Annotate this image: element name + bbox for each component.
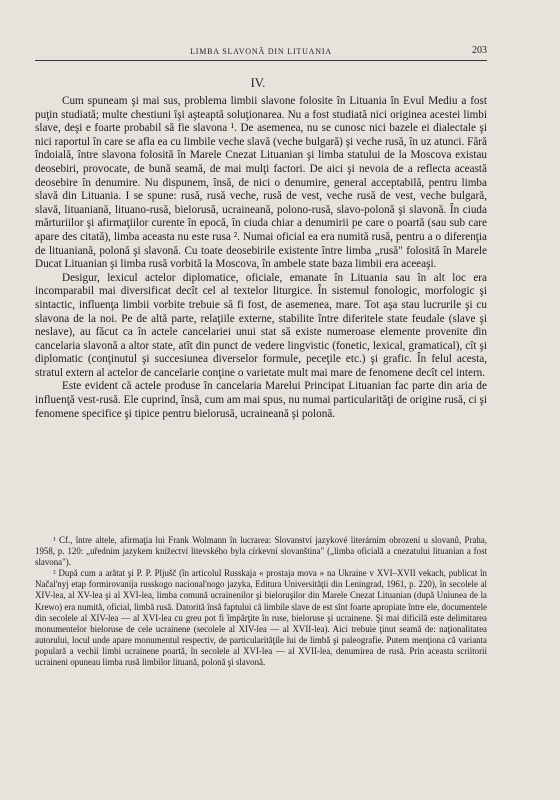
page-number: 203 <box>472 45 487 56</box>
paragraph: Cum spuneam şi mai sus, problema limbii slavone folosite în Lituania în Evul Mediu a fost puţin studiată; multe chestiuni îşi aşteaptă soluţionarea. Nu a fost studiată nici originea acestei limbi slave, deşi e foarte probabil să fie slavona ¹. De asemenea, nu se cunosc nici bazele ei dialectale şi nici raportul în care se afla ea cu limbile veche slavă (veche bulgară) şi veche rusă, în uz atunci. Fără îndoială, între slavona folosită în Marele Cnezat Lituanian şi limba statului de la Moscova existau deosebiri, provocate, de bună seamă, de mai mulţi factori. De aici şi nevoia de a reflecta această deosebire în denumire. Nu dispunem, însă, de nici o denumire, general acceptabilă, pentru limba slavă din Lituania. I se spune: rusă, rusă veche, rusă de vest, veche rusă de vest, veche bulgară, slavă, lituaniană, lituano-rusă, bielorusă, ucraineană, polono-rusă, slavo-polonă şi slavonă. În ciuda mărturiilor şi afirmaţiilor curente în epocă, în ciuda chiar a denumirii pe care o poartă (sau sub care apare des citată), limba aceasta nu este rusa ². Numai oficial ea era numită rusă, pentru a o diferenţia de lituaniană, polonă şi slavonă. Cu toate deosebirile existente între limba „rusă" folosită în Marele Ducat Lituanian şi limba rusă vorbită la Moscova, în ambele state baza limbii era aceeaşi. <box>35 95 487 271</box>
paragraph: Este evident că actele produse în cancelaria Marelui Principat Lituanian fac parte din aria de influenţă vest-rusă. Ele cuprind, însă, cum am mai spus, nu numai particularităţi de origine rusă, ci şi fenomene specifice şi tipice pentru bielorusă, ucraineană şi polonă. <box>35 380 487 420</box>
page-header <box>35 46 487 61</box>
paragraph: Desigur, lexicul actelor diplomatice, oficiale, emanate în Lituania sau în alt loc era incomparabil mai diversificat decît cel al textelor liturgice. În sistemul fonologic, morfologic şi sintactic, influenţa limbii vorbite trebuie să fi fost, de asemenea, mare. Tot aşa stau lucrurile şi cu slavona de la noi. Pe de altă parte, relaţiile externe, stabilite între diferitele state feudale (slave şi neslave), au făcut ca în actele cancelariei unui stat să existe numeroase elemente provenite din cancelaria slavonă a altor state, atît din punct de vedere lingvistic (fonetic, lexical, gramatical), cît şi diplomatic (conţinutul şi succesiunea diverselor formule, peceţile etc.) şi grafic. În felul acesta, stratul extern al actelor de cancelarie conţine o varietate mult mai mare de fenomene decît cel intern. <box>35 271 487 379</box>
footnote: ² După cum a arătat şi P. P. Pljušč (în articolul Russkaja « prostaja mova » na Ukraine v XVI–XVII vekach, publicat în Načal'nyj etap formirovanija russkogo nacional'nogo jazyka, Editura Universităţii din Leningrad, 1961, p. 220), în secolele al XIV-lea, al XV-lea şi al XVI-lea, limba comună ucrainenilor şi bieloruşilor din Marele Cnezat Lituanian (după Uniunea de la Krewo) era numită, oficial, limbă rusă. Datorită însă faptului că limbile slave de est sînt foarte apropiate între ele, documentele din secolele al XIV-lea — al XVI-lea cu greu pot fi împărţite în ruse, bieloruse şi ucrainene. Şi mai dificilă este delimitarea monumentelor bieloruse de cele ucrainene (secolele al XIV-lea — al XVII-lea). Aici trebuie ţinut seamă de: naţionalitatea autorului, locul unde apare monumentul respectiv, de particularităţile lui de limbă şi paleografie. Putem menţiona că varianta populară a vechii limbi ucrainene poartă, în secolele al XVI-lea — al XVII-lea, denumirea de rusă. Prin aceasta scriitorii ucraineni opuneau limba rusă limbilor lituană, polonă şi slavonă. <box>35 568 487 668</box>
running-head: LIMBA SLAVONĂ DIN LITUANIA <box>190 47 332 56</box>
footnotes <box>35 535 487 668</box>
section-heading: IV. <box>250 76 266 90</box>
footnote: ¹ Cf., între altele, afirmaţia lui Frank Wolmann în lucrarea: Slovanství jazykové literárním obrození u slovanů, Praha, 1958, p. 120: „uředním jazykem knížectví litevského byla církevní slovanština" („limba oficială a cnezatului lituanian a fost slavona"). <box>35 535 487 568</box>
body-text <box>35 95 487 421</box>
